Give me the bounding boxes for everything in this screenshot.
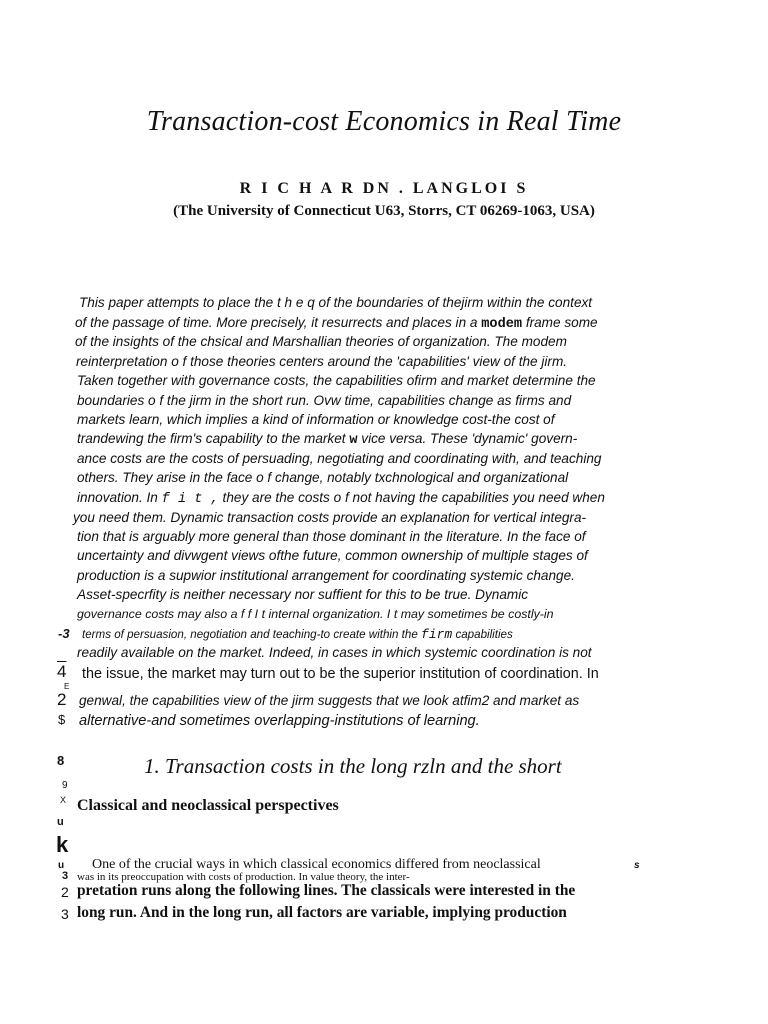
margin-mark: k <box>56 832 69 857</box>
section-heading: 1. Transaction costs in the long rzln and the short <box>144 754 562 778</box>
body-line: pretation runs along the following lines. The classicals were interested in the <box>77 882 576 899</box>
margin-mark: u <box>58 860 65 871</box>
abstract-line: tion that is arguably more general than those dominant in the literature. In the face of <box>77 529 586 544</box>
abstract-line: markets learn, which implies a kind of information or knowledge cost-the cost of <box>77 412 555 427</box>
body-line: One of the crucial ways in which classical economics differed from neoclassical <box>92 857 541 872</box>
abstract-line: alternative-and sometimes overlapping-institutions of learning. <box>79 713 480 729</box>
abstract-line: This paper attempts to place the t h e q of the boundaries of thejirm within the context <box>79 295 593 310</box>
abstract-line: readily available on the market. Indeed, in cases in which systemic coordination is not <box>77 645 592 660</box>
margin-mark: s <box>634 860 640 871</box>
abstract-line: reinterpretation o f those theories centers around the 'capabilities' view of the jirm. <box>76 354 568 369</box>
abstract-line: boundaries o f the jirm in the short run. Ovw time, capabilities change as firms and <box>77 393 572 408</box>
abstract-line: uncertainty and divwgent views ofthe future, common ownership of multiple stages of <box>77 548 588 563</box>
body-line: long run. And in the long run, all factors are variable, implying production <box>77 904 567 921</box>
margin-mark: 4 <box>57 662 67 681</box>
abstract-line: terms of persuasion, negotiation and teaching-to create within the firm capabilities <box>82 627 513 642</box>
abstract-line: Taken together with governance costs, the capabilities ofirm and market determine the <box>77 373 596 388</box>
margin-mark: -3 <box>58 626 70 641</box>
author-name: R I C H A R DN . LANGLOI S <box>239 180 529 197</box>
margin-mark: E <box>64 682 70 691</box>
margin-mark: 8 <box>57 753 65 768</box>
margin-mark: 2 <box>57 690 67 709</box>
abstract-line: trandewing the firm's capability to the market w vice versa. These 'dynamic' govern- <box>77 431 578 448</box>
abstract-line: of the passage of time. More precisely, it resurrects and places in a modem frame some <box>75 315 598 332</box>
abstract-line: you need them. Dynamic transaction costs provide an explanation for vertical integra- <box>73 510 587 525</box>
abstract-line: governance costs may also a f f I t internal organization. I t may sometimes be costly-in <box>77 607 554 621</box>
abstract-line: others. They arise in the face o f change, notably txchnological and organizational <box>77 470 569 485</box>
abstract-line: the issue, the market may turn out to be the superior institution of coordination. In <box>82 666 599 682</box>
abstract-line: innovation. In f i t , they are the costs o f not having the capabilities you need when <box>77 490 605 507</box>
abstract-line: of the insights of the chsical and Marshallian theories of organization. The modem <box>75 334 567 349</box>
margin-mark: 3 <box>61 906 69 922</box>
margin-mark: u <box>57 816 64 828</box>
abstract-line: Asset-specrfity is neither necessary nor suffient for this to be true. Dynamic <box>77 587 529 602</box>
margin-mark: 2 <box>61 884 69 900</box>
body-line: was in its preoccupation with costs of production. In value theory, the inter- <box>77 871 410 883</box>
margin-mark: 9 <box>62 780 68 791</box>
paper-title: Transaction-cost Economics in Real Time <box>146 106 622 137</box>
abstract-line: ance costs are the costs of persuading, negotiating and coordinating with, and teaching <box>77 451 602 466</box>
abstract-line: production is a supwior institutional arrangement for coordinating systemic change. <box>77 568 575 583</box>
author-affiliation: (The University of Connecticut U63, Storrs, CT 06269-1063, USA) <box>173 203 595 219</box>
margin-mark: X <box>60 795 67 805</box>
margin-mark: $ <box>58 712 66 727</box>
abstract-line: genwal, the capabilities view of the jirm suggests that we look atfim2 and market as <box>79 693 580 708</box>
margin-mark: 3 <box>62 870 69 882</box>
subsection-heading: Classical and neoclassical perspectives <box>77 797 339 814</box>
